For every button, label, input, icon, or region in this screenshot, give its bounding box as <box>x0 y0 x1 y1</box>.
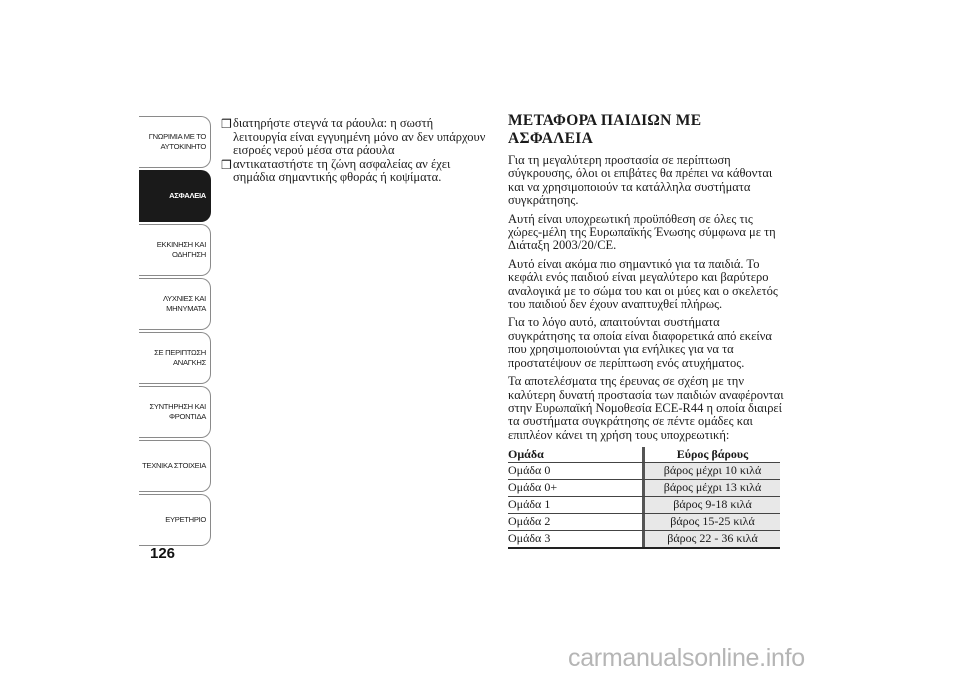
table-row <box>508 531 780 549</box>
weight-cell: βάρος μέχρι 10 κιλά <box>645 463 780 480</box>
weight-cell: βάρος 15-25 κιλά <box>645 514 780 531</box>
tab-index[interactable]: ΕΥΡΕΤΗΡΙΟ <box>139 494 211 546</box>
checkbox-bullet-icon: ❒ <box>221 157 232 172</box>
bullet-text: διατηρήστε στεγνά τα ράουλα: η σωστή λειτουργία είναι εγγυημένη μόνο αν δεν υπάρχουν εισροές νερού μέσα στα ράουλα <box>233 116 486 157</box>
weight-group-table <box>508 447 780 549</box>
tab-starting-driving[interactable]: ΕΚΚΙΝΗΣΗ ΚΑΙ ΟΔΗΓΗΣΗ <box>139 224 211 276</box>
table-row <box>508 497 780 514</box>
table-header-row <box>508 447 780 463</box>
group-cell: Ομάδα 0 <box>508 463 642 480</box>
tab-lights-messages[interactable]: ΛΥΧΝΙΕΣ ΚΑΙ ΜΗΝΥΜΑΤΑ <box>139 278 211 330</box>
weight-cell: βάρος 9-18 κιλά <box>645 497 780 514</box>
tab-technical-data[interactable]: ΤΕΧΝΙΚΑ ΣΤΟΙΧΕΙΑ <box>139 440 211 492</box>
right-column <box>508 112 784 549</box>
paragraph: Αυτό είναι ακόμα πιο σημαντικό για τα παιδιά. Το κεφάλι ενός παιδιού είναι μεγαλύτερο και βαρύτερο αναλογικά με το σώμα του και οι μύες και ο σκελετός του παιδιού δεν έχουν αναπτυχθεί πλήρως. <box>508 256 778 312</box>
table-row <box>508 514 780 531</box>
bullet-text: αντικαταστήστε τη ζώνη ασφαλείας αν έχει σημάδια σημαντικής φθοράς ή κοψίματα. <box>233 156 451 184</box>
table-row <box>508 463 780 480</box>
paragraph: Τα αποτελέσματα της έρευνας σε σχέση με την καλύτερη δυνατή προστασία των παιδιών αναφέρονται στην Ευρωπαϊκή Νομοθεσία ECE-R44 η οποία διαιρεί τα συστήματα συγκράτησης σε πέντε ομάδες και επιπλέον κάνει τη χρήση τους υποχρεωτική: <box>508 374 784 442</box>
tab-maintenance[interactable]: ΣΥΝΤΗΡΗΣΗ ΚΑΙ ΦΡΟΝΤΙΔΑ <box>139 386 211 438</box>
page-number: 126 <box>150 545 176 562</box>
watermark: carmanualsonline.info <box>568 644 805 672</box>
paragraph: Αυτή είναι υποχρεωτική προϋπόθεση σε όλες τις χώρες-μέλη της Ευρωπαϊκής Ένωσης σύμφωνα με τη Διάταξη 2003/20/CE. <box>508 211 776 253</box>
bullet-item <box>219 158 489 185</box>
tab-getting-to-know-car[interactable]: ΓΝΩΡΙΜΙΑ ΜΕ ΤΟ ΑΥΤΟΚΙΝΗΤΟ <box>139 116 211 168</box>
group-cell: Ομάδα 3 <box>508 531 642 549</box>
bullet-item <box>219 117 489 158</box>
section-heading: ΜΕΤΑΦΟΡΑ ΠΑΙΔΙΩΝ ΜΕ ΑΣΦΑΛΕΙΑ <box>508 112 702 147</box>
paragraph: Για το λόγο αυτό, απαιτούνται συστήματα συγκράτησης τα οποία είναι διαφορετικά από εκείνα που χρησιμοποιούνται για ενήλικες για να τα προστατέψουν σε περίπτωση ενός ατυχήματος. <box>508 315 772 370</box>
weight-cell: βάρος 22 - 36 κιλά <box>645 531 780 549</box>
table-row <box>508 480 780 497</box>
paragraph: Για τη μεγαλύτερη προστασία σε περίπτωση σύγκρουσης, όλοι οι επιβάτες θα πρέπει να κάθονται και να χρησιμοποιούν τα κατάλληλα συστήματα συγκράτησης. <box>508 153 773 208</box>
tab-emergency[interactable]: ΣΕ ΠΕΡΙΠΤΩΣΗ ΑΝΑΓΚΗΣ <box>139 332 211 384</box>
group-cell: Ομάδα 0+ <box>508 480 642 497</box>
group-cell: Ομάδα 1 <box>508 497 642 514</box>
left-column <box>219 117 489 185</box>
checkbox-bullet-icon: ❒ <box>221 117 232 131</box>
group-cell: Ομάδα 2 <box>508 514 642 531</box>
tab-safety[interactable]: ΑΣΦΑΛΕΙΑ <box>139 170 211 222</box>
weight-cell: βάρος μέχρι 13 κιλά <box>645 480 780 497</box>
table-header-weight: Εύρος βάρους <box>645 447 780 463</box>
table-header-group: Ομάδα <box>508 447 642 463</box>
